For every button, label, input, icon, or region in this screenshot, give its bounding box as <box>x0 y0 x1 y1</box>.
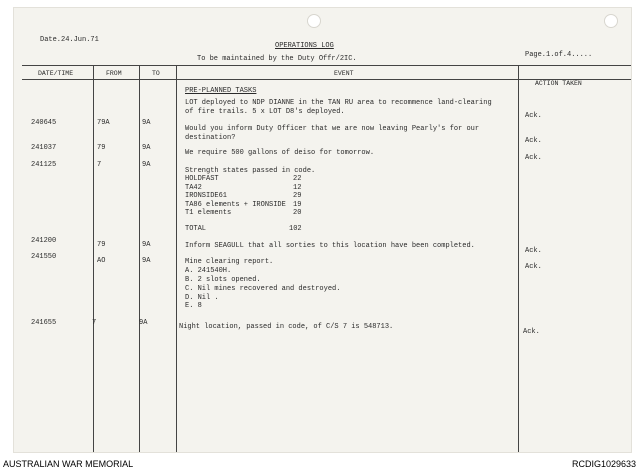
strength-name: IRONSIDE61 <box>185 192 228 200</box>
strength-value: 19 <box>293 201 302 209</box>
entry-from: 7 <box>97 161 102 169</box>
entry-datetime: 241550 <box>31 253 57 261</box>
entry-datetime: 241125 <box>31 161 57 169</box>
log-date: Date.24.Jun.71 <box>40 36 99 44</box>
entry-from: 79 <box>97 144 106 152</box>
page-title: OPERATIONS LOG <box>275 42 334 50</box>
entry-to: 9A <box>142 161 151 169</box>
strength-value: 102 <box>289 225 302 233</box>
entry-to: 9A <box>142 241 151 249</box>
strength-value: 20 <box>293 209 302 217</box>
entry-to: 9A <box>142 257 151 265</box>
entry-to: 9A <box>139 319 148 327</box>
mine-report-item: C. Nil mines recovered and destroyed. <box>185 285 341 293</box>
entry-action: Ack. <box>525 154 542 162</box>
entry-from: AO <box>97 257 106 265</box>
entry-event: We require 500 gallons of deiso for tomorrow. <box>185 149 375 157</box>
intro-line: of fire trails. 5 x LOT D8's deployed. <box>185 108 345 116</box>
column-header-event: EVENT <box>334 70 354 77</box>
mine-report-item: D. Nil . <box>185 294 219 302</box>
intro-line: LOT deployed to NDP DIANNE in the TAN RU area to recommence land-clearing <box>185 99 492 107</box>
entry-action: Ack. <box>525 137 542 145</box>
column-divider <box>518 65 519 452</box>
column-header-to: TO <box>152 70 160 77</box>
entry-to: 9A <box>142 119 151 127</box>
entry-datetime: 240645 <box>31 119 57 127</box>
strength-name: TA42 <box>185 184 202 192</box>
strength-value: 29 <box>293 192 302 200</box>
footer-id: RCDIG1029633 <box>571 459 636 469</box>
entry-action: Ack. <box>523 328 540 336</box>
page-subtitle: To be maintained by the Duty Offr/2IC. <box>197 55 357 63</box>
entry-event: Inform SEAGULL that all sorties to this location have been completed. <box>185 242 475 250</box>
strength-name: TA86 elements + IRONSIDE <box>185 201 286 209</box>
punch-hole-right <box>604 14 618 28</box>
entry-action: Ack. <box>525 112 542 120</box>
entry-from: 7 <box>92 319 97 327</box>
strength-value: 12 <box>293 184 302 192</box>
entry-to: 9A <box>142 144 151 152</box>
entry-datetime: 241655 <box>31 319 57 327</box>
entry-action: Ack. <box>525 263 542 271</box>
column-divider <box>139 65 140 452</box>
entry-from: 79A <box>97 119 110 127</box>
entry-event: Night location, passed in code, of C/S 7 is 548713. <box>179 323 394 331</box>
entry-event: Mine clearing report. <box>185 258 274 266</box>
mine-report-item: E. 8 <box>185 302 202 310</box>
punch-hole-left <box>307 14 321 28</box>
mine-report-item: A. 241540H. <box>185 267 232 275</box>
intro-heading: PRE-PLANNED TASKS <box>185 87 257 95</box>
page-number: Page.1.of.4..... <box>525 51 593 59</box>
entry-from: 79 <box>97 241 106 249</box>
footer-source: AUSTRALIAN WAR MEMORIAL <box>3 459 134 469</box>
column-divider <box>176 65 177 452</box>
column-header-datetime: DATE/TIME <box>38 70 74 77</box>
entry-event: Strength states passed in code. <box>185 167 316 175</box>
entry-datetime: 241200 <box>31 237 57 245</box>
strength-name: TOTAL <box>185 225 207 233</box>
mine-report-item: B. 2 slots opened. <box>185 276 261 284</box>
strength-value: 22 <box>293 175 302 183</box>
entry-event: destination? <box>185 134 236 142</box>
entry-action: Ack. <box>525 247 542 255</box>
column-header-action: ACTION TAKEN <box>535 80 582 87</box>
strength-name: HOLDFAST <box>185 175 219 183</box>
table-top-rule <box>22 65 631 66</box>
column-header-from: FROM <box>106 70 122 77</box>
log-sheet <box>14 8 631 452</box>
strength-name: T1 elements <box>185 209 232 217</box>
entry-datetime: 241037 <box>31 144 57 152</box>
column-divider <box>92 65 97 452</box>
entry-event: Would you inform Duty Officer that we are now leaving Pearly's for our <box>185 125 480 133</box>
